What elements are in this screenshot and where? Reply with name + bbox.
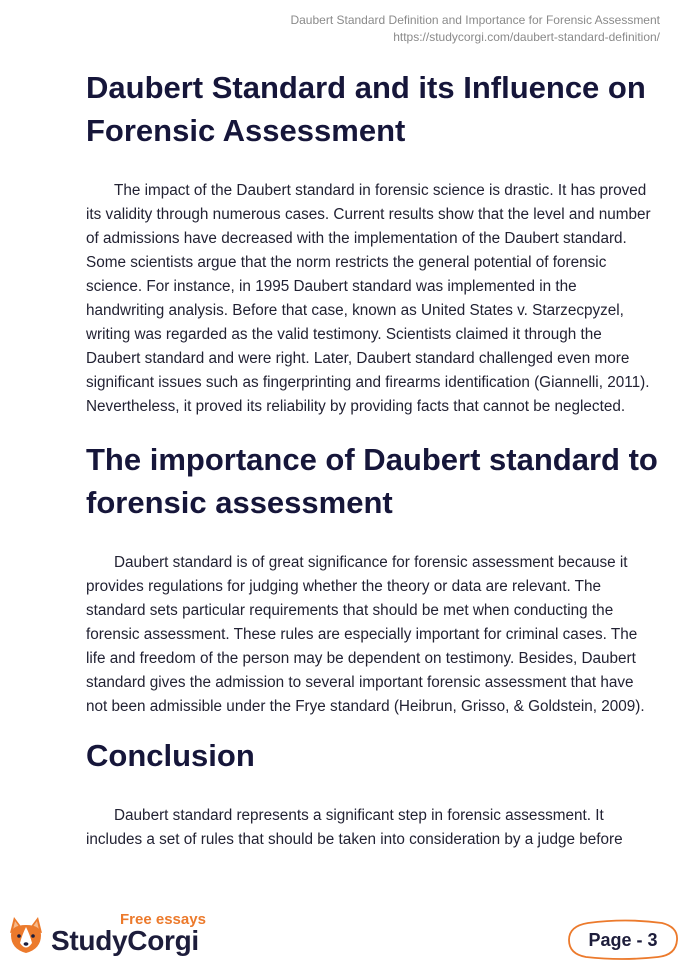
section-heading: The importance of Daubert standard to forensic assessment — [86, 442, 658, 520]
page-header — [290, 12, 660, 46]
studycorgi-logo[interactable] — [6, 911, 226, 959]
page-number-badge — [566, 919, 680, 961]
logo-tagline: Free essays — [120, 911, 206, 928]
section-paragraph: Daubert standard represents a significant step in forensic assessment. It includes a set of rules that should be taken into consideration by a judge before — [86, 807, 623, 848]
page-number: Page - 3 — [588, 930, 658, 950]
corgi-icon — [6, 915, 46, 955]
document-title: Daubert Standard Definition and Importance for Forensic Assessment — [290, 13, 660, 27]
logo-wordmark: StudyCorgi — [51, 925, 199, 956]
document-url[interactable]: https://studycorgi.com/daubert-standard-definition/ — [393, 30, 660, 44]
section-paragraph: The impact of the Daubert standard in forensic science is drastic. It has proved its validity through numerous cases. Current results show that the level and number of admissions have decreased with the implementation of the Daubert standard. Some scientists argue that the norm restricts the general potential of forensic science. For instance, in 1995 Daubert standard was implemented in the handwriting analysis. Before that case, known as United States v. Starzecpyzel, writing was regarded as the valid testimony. Scientists claimed it through the Daubert standard and were right. Later, Daubert standard challenged even more significant issues such as fingerprinting and firearms identification (Giannelli, 2011). Nevertheless, it proved its reliability by providing facts that cannot be neglected. — [86, 182, 651, 415]
section-heading: Daubert Standard and its Influence on Forensic Assessment — [86, 70, 646, 148]
section-paragraph: Daubert standard is of great significance for forensic assessment because it provides regulations for judging whether the theory or data are relevant. The standard sets particular requirements that should be met when conducting the forensic assessment. These rules are especially important for criminal cases. The life and freedom of the person may be dependent on testimony. Besides, Daubert standard gives the admission to several important forensic assessment that have not been admissible under the Frye standard (Heibrun, Grisso, & Goldstein, 2009). — [86, 554, 645, 715]
article-body — [86, 66, 658, 852]
section-heading: Conclusion — [86, 738, 255, 773]
